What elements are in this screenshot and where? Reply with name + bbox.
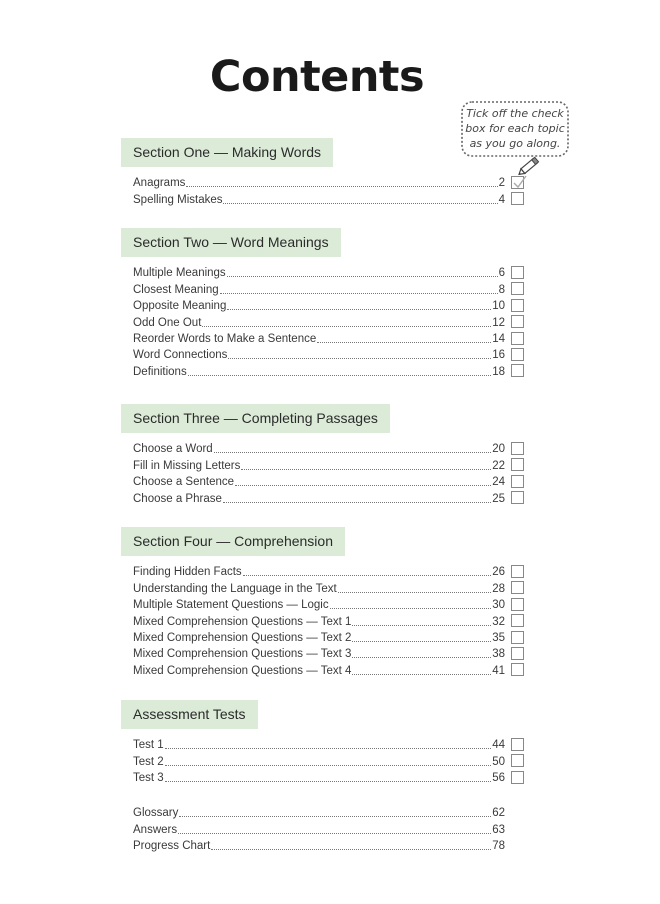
toc-row[interactable] <box>133 612 505 628</box>
topic-checkbox[interactable] <box>511 348 524 361</box>
toc-row[interactable] <box>133 362 505 378</box>
dot-leader <box>352 657 491 658</box>
callout-line-2: box for each topic <box>465 122 565 135</box>
toc-row[interactable] <box>133 752 505 768</box>
toc-row[interactable] <box>133 645 505 661</box>
tick-icon <box>512 174 528 190</box>
dot-leader <box>241 469 491 470</box>
section-header-comprehension: Section Four — Comprehension <box>121 527 345 556</box>
section-header-assessment-tests: Assessment Tests <box>121 700 258 729</box>
toc-page: 50 <box>492 755 505 768</box>
toc-label: Understanding the Language in the Text <box>133 582 337 595</box>
toc-row[interactable] <box>133 837 505 853</box>
toc-label: Definitions <box>133 365 187 378</box>
topic-checkbox[interactable] <box>511 299 524 312</box>
dot-leader <box>235 485 491 486</box>
toc-row[interactable] <box>133 736 505 752</box>
dot-leader <box>188 375 492 376</box>
toc-row[interactable] <box>133 280 505 296</box>
dot-leader <box>220 293 498 294</box>
section-header-word-meanings: Section Two — Word Meanings <box>121 228 341 257</box>
toc-label: Mixed Comprehension Questions — Text 2 <box>133 631 352 644</box>
topic-checkbox[interactable] <box>511 598 524 611</box>
dot-leader <box>338 592 491 593</box>
toc-page: 30 <box>492 599 505 612</box>
toc-row[interactable] <box>133 313 505 329</box>
toc-label: Spelling Mistakes <box>133 193 223 206</box>
toc-label: Closest Meaning <box>133 283 219 296</box>
toc-page: 20 <box>492 443 505 456</box>
topic-checkbox[interactable] <box>511 176 524 189</box>
dot-leader <box>227 276 498 277</box>
callout-line-3: as you go along. <box>469 137 561 150</box>
toc-label: Mixed Comprehension Questions — Text 4 <box>133 664 352 677</box>
toc-label: Answers <box>133 823 178 836</box>
toc-page: 62 <box>492 807 505 820</box>
toc-row[interactable] <box>133 596 505 612</box>
dot-leader <box>317 342 491 343</box>
dot-leader <box>223 203 497 204</box>
callout-line-1: Tick off the check <box>466 107 564 120</box>
toc-label: Fill in Missing Letters <box>133 459 241 472</box>
toc-page: 32 <box>492 615 505 628</box>
toc-row[interactable] <box>133 473 505 489</box>
dot-leader <box>243 575 492 576</box>
topic-checkbox[interactable] <box>511 282 524 295</box>
toc-row[interactable] <box>133 174 505 190</box>
dot-leader <box>202 326 491 327</box>
topic-checkbox[interactable] <box>511 771 524 784</box>
dot-leader <box>228 358 491 359</box>
toc-row[interactable] <box>133 804 505 820</box>
dot-leader <box>186 186 497 187</box>
dot-leader <box>330 608 492 609</box>
toc-label: Opposite Meaning <box>133 300 227 313</box>
toc-label: Test 1 <box>133 739 164 752</box>
dot-leader <box>227 309 491 310</box>
toc-label: Anagrams <box>133 177 186 190</box>
toc-label: Multiple Statement Questions — Logic <box>133 599 329 612</box>
dot-leader <box>352 674 491 675</box>
toc-row[interactable] <box>133 579 505 595</box>
toc-page: 8 <box>498 283 505 296</box>
toc-row[interactable] <box>133 661 505 677</box>
topic-checkbox[interactable] <box>511 332 524 345</box>
toc-row[interactable] <box>133 489 505 505</box>
topic-checkbox[interactable] <box>511 442 524 455</box>
topic-checkbox[interactable] <box>511 647 524 660</box>
toc-page: 38 <box>492 648 505 661</box>
toc-page: 16 <box>492 349 505 362</box>
toc-row[interactable] <box>133 190 505 206</box>
dot-leader <box>165 748 492 749</box>
toc-page: 78 <box>492 840 505 853</box>
section-header-making-words: Section One — Making Words <box>121 138 333 167</box>
toc-label: Reorder Words to Make a Sentence <box>133 332 317 345</box>
toc-label: Choose a Sentence <box>133 476 235 489</box>
toc-row[interactable] <box>133 563 505 579</box>
toc-label: Finding Hidden Facts <box>133 566 242 579</box>
dot-leader <box>352 641 491 642</box>
topic-checkbox[interactable] <box>511 754 524 767</box>
dot-leader <box>223 502 491 503</box>
toc-label: Choose a Phrase <box>133 492 222 505</box>
toc-page: 41 <box>492 664 505 677</box>
topic-checkbox[interactable] <box>511 738 524 751</box>
toc-row[interactable] <box>133 330 505 346</box>
page-title: Contents <box>209 52 425 102</box>
toc-label: Mixed Comprehension Questions — Text 3 <box>133 648 352 661</box>
toc-page: 4 <box>498 193 505 206</box>
toc-page: 35 <box>492 631 505 644</box>
toc-page: 44 <box>492 739 505 752</box>
toc-page: 14 <box>492 332 505 345</box>
toc-page: 56 <box>492 772 505 785</box>
dot-leader <box>352 625 491 626</box>
toc-label: Test 2 <box>133 755 164 768</box>
toc-page: 22 <box>492 459 505 472</box>
toc-page: 26 <box>492 566 505 579</box>
topic-checkbox[interactable] <box>511 663 524 676</box>
toc-row[interactable] <box>133 297 505 313</box>
topic-checkbox[interactable] <box>511 458 524 471</box>
topic-checkbox[interactable] <box>511 475 524 488</box>
dot-leader <box>165 781 492 782</box>
tick-callout-bubble <box>460 100 570 158</box>
toc-page: 10 <box>492 300 505 313</box>
topic-checkbox[interactable] <box>511 192 524 205</box>
toc-row[interactable] <box>133 820 505 836</box>
topic-checkbox[interactable] <box>511 364 524 377</box>
toc-row[interactable] <box>133 769 505 785</box>
toc-row[interactable] <box>133 440 505 456</box>
toc-label: Word Connections <box>133 349 228 362</box>
dot-leader <box>211 849 491 850</box>
toc-page: 18 <box>492 365 505 378</box>
toc-row[interactable] <box>133 456 505 472</box>
topic-checkbox[interactable] <box>511 614 524 627</box>
dot-leader <box>178 833 491 834</box>
toc-page: 28 <box>492 582 505 595</box>
toc-label: Mixed Comprehension Questions — Text 1 <box>133 615 352 628</box>
topic-checkbox[interactable] <box>511 266 524 279</box>
toc-label: Test 3 <box>133 772 164 785</box>
dot-leader <box>165 765 492 766</box>
topic-checkbox[interactable] <box>511 315 524 328</box>
toc-page: 6 <box>498 267 505 280</box>
toc-page: 63 <box>492 823 505 836</box>
toc-label: Progress Chart <box>133 840 211 853</box>
toc-label: Glossary <box>133 807 179 820</box>
toc-row[interactable] <box>133 264 505 280</box>
section-header-completing-passages: Section Three — Completing Passages <box>121 404 390 433</box>
dot-leader <box>179 816 491 817</box>
topic-checkbox[interactable] <box>511 631 524 644</box>
topic-checkbox[interactable] <box>511 491 524 504</box>
toc-page: 12 <box>492 316 505 329</box>
toc-label: Multiple Meanings <box>133 267 226 280</box>
toc-row[interactable] <box>133 629 505 645</box>
topic-checkbox[interactable] <box>511 565 524 578</box>
dot-leader <box>214 452 492 453</box>
topic-checkbox[interactable] <box>511 581 524 594</box>
toc-page: 25 <box>492 492 505 505</box>
toc-row[interactable] <box>133 346 505 362</box>
toc-label: Odd One Out <box>133 316 202 329</box>
toc-label: Choose a Word <box>133 443 213 456</box>
toc-page: 2 <box>498 177 505 190</box>
toc-page: 24 <box>492 476 505 489</box>
